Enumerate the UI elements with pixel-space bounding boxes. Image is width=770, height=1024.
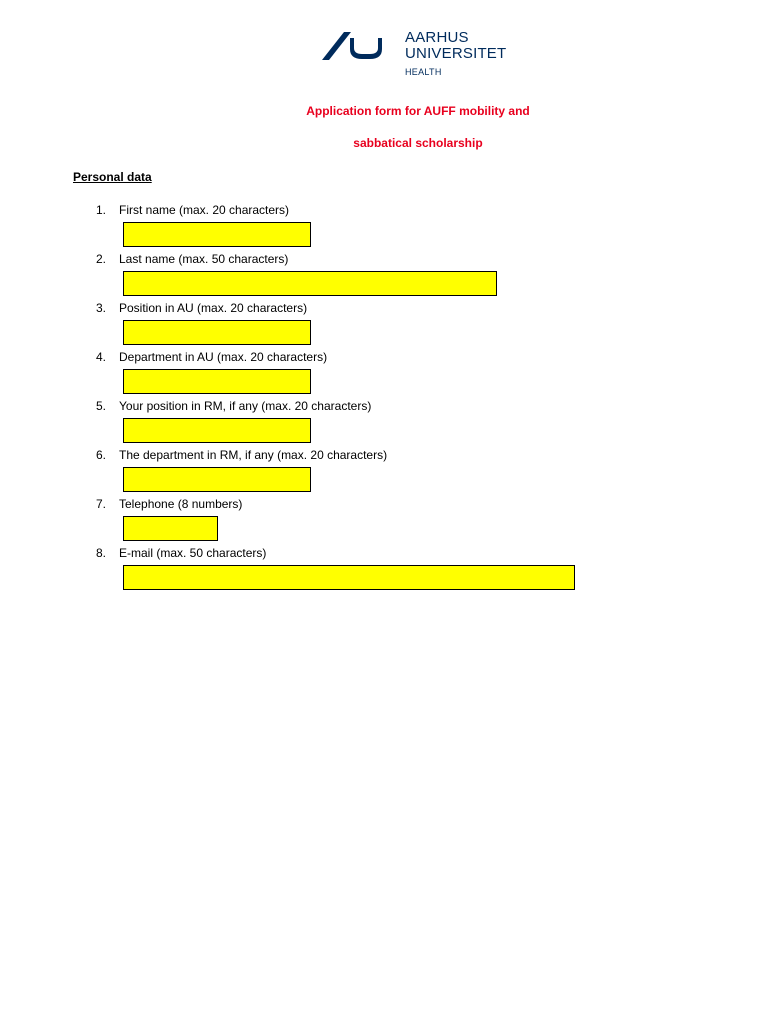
field-number: 6. <box>96 448 107 462</box>
field-first-name <box>96 202 311 247</box>
field-position-au <box>96 300 311 345</box>
personal-data-heading: Personal data <box>73 170 152 184</box>
field-number: 3. <box>96 301 107 315</box>
position-rm-input[interactable] <box>123 418 311 443</box>
au-seal-icon <box>320 28 392 62</box>
position-rm-label: Your position in RM, if any (max. 20 characters) <box>119 399 372 413</box>
first-name-input[interactable] <box>123 222 311 247</box>
telephone-label: Telephone (8 numbers) <box>119 497 243 511</box>
logo-line-universitet: UNIVERSITET <box>405 45 507 62</box>
field-number: 4. <box>96 350 107 364</box>
department-rm-input[interactable] <box>123 467 311 492</box>
department-rm-label: The department in RM, if any (max. 20 characters) <box>119 448 388 462</box>
field-department-au <box>96 349 327 394</box>
last-name-input[interactable] <box>123 271 497 296</box>
field-number: 8. <box>96 546 107 560</box>
field-label <box>96 496 242 512</box>
form-title-line-1: Application form for AUFF mobility and <box>306 104 530 118</box>
field-label <box>96 251 497 267</box>
first-name-label: First name (max. 20 characters) <box>119 203 290 217</box>
field-label <box>96 300 311 316</box>
logo-line-health: HEALTH <box>405 67 442 77</box>
field-label <box>96 398 371 414</box>
form-title-line-2: sabbatical scholarship <box>353 136 483 150</box>
position-au-label: Position in AU (max. 20 characters) <box>119 301 308 315</box>
logo-wordmark <box>405 30 506 80</box>
field-telephone <box>96 496 242 541</box>
field-last-name <box>96 251 497 296</box>
field-number: 5. <box>96 399 107 413</box>
logo-line-aarhus: AARHUS <box>405 29 469 46</box>
field-label <box>96 349 327 365</box>
last-name-label: Last name (max. 50 characters) <box>119 252 289 266</box>
field-label <box>96 447 387 463</box>
field-label <box>96 202 311 218</box>
department-au-label: Department in AU (max. 20 characters) <box>119 350 328 364</box>
field-position-rm <box>96 398 371 443</box>
field-label <box>96 545 575 561</box>
position-au-input[interactable] <box>123 320 311 345</box>
field-number: 1. <box>96 203 107 217</box>
telephone-input[interactable] <box>123 516 218 541</box>
email-label: E-mail (max. 50 characters) <box>119 546 267 560</box>
field-email <box>96 545 575 590</box>
email-input[interactable] <box>123 565 575 590</box>
department-au-input[interactable] <box>123 369 311 394</box>
field-number: 2. <box>96 252 107 266</box>
field-number: 7. <box>96 497 107 511</box>
aarhus-university-logo <box>320 26 510 80</box>
field-department-rm <box>96 447 387 492</box>
